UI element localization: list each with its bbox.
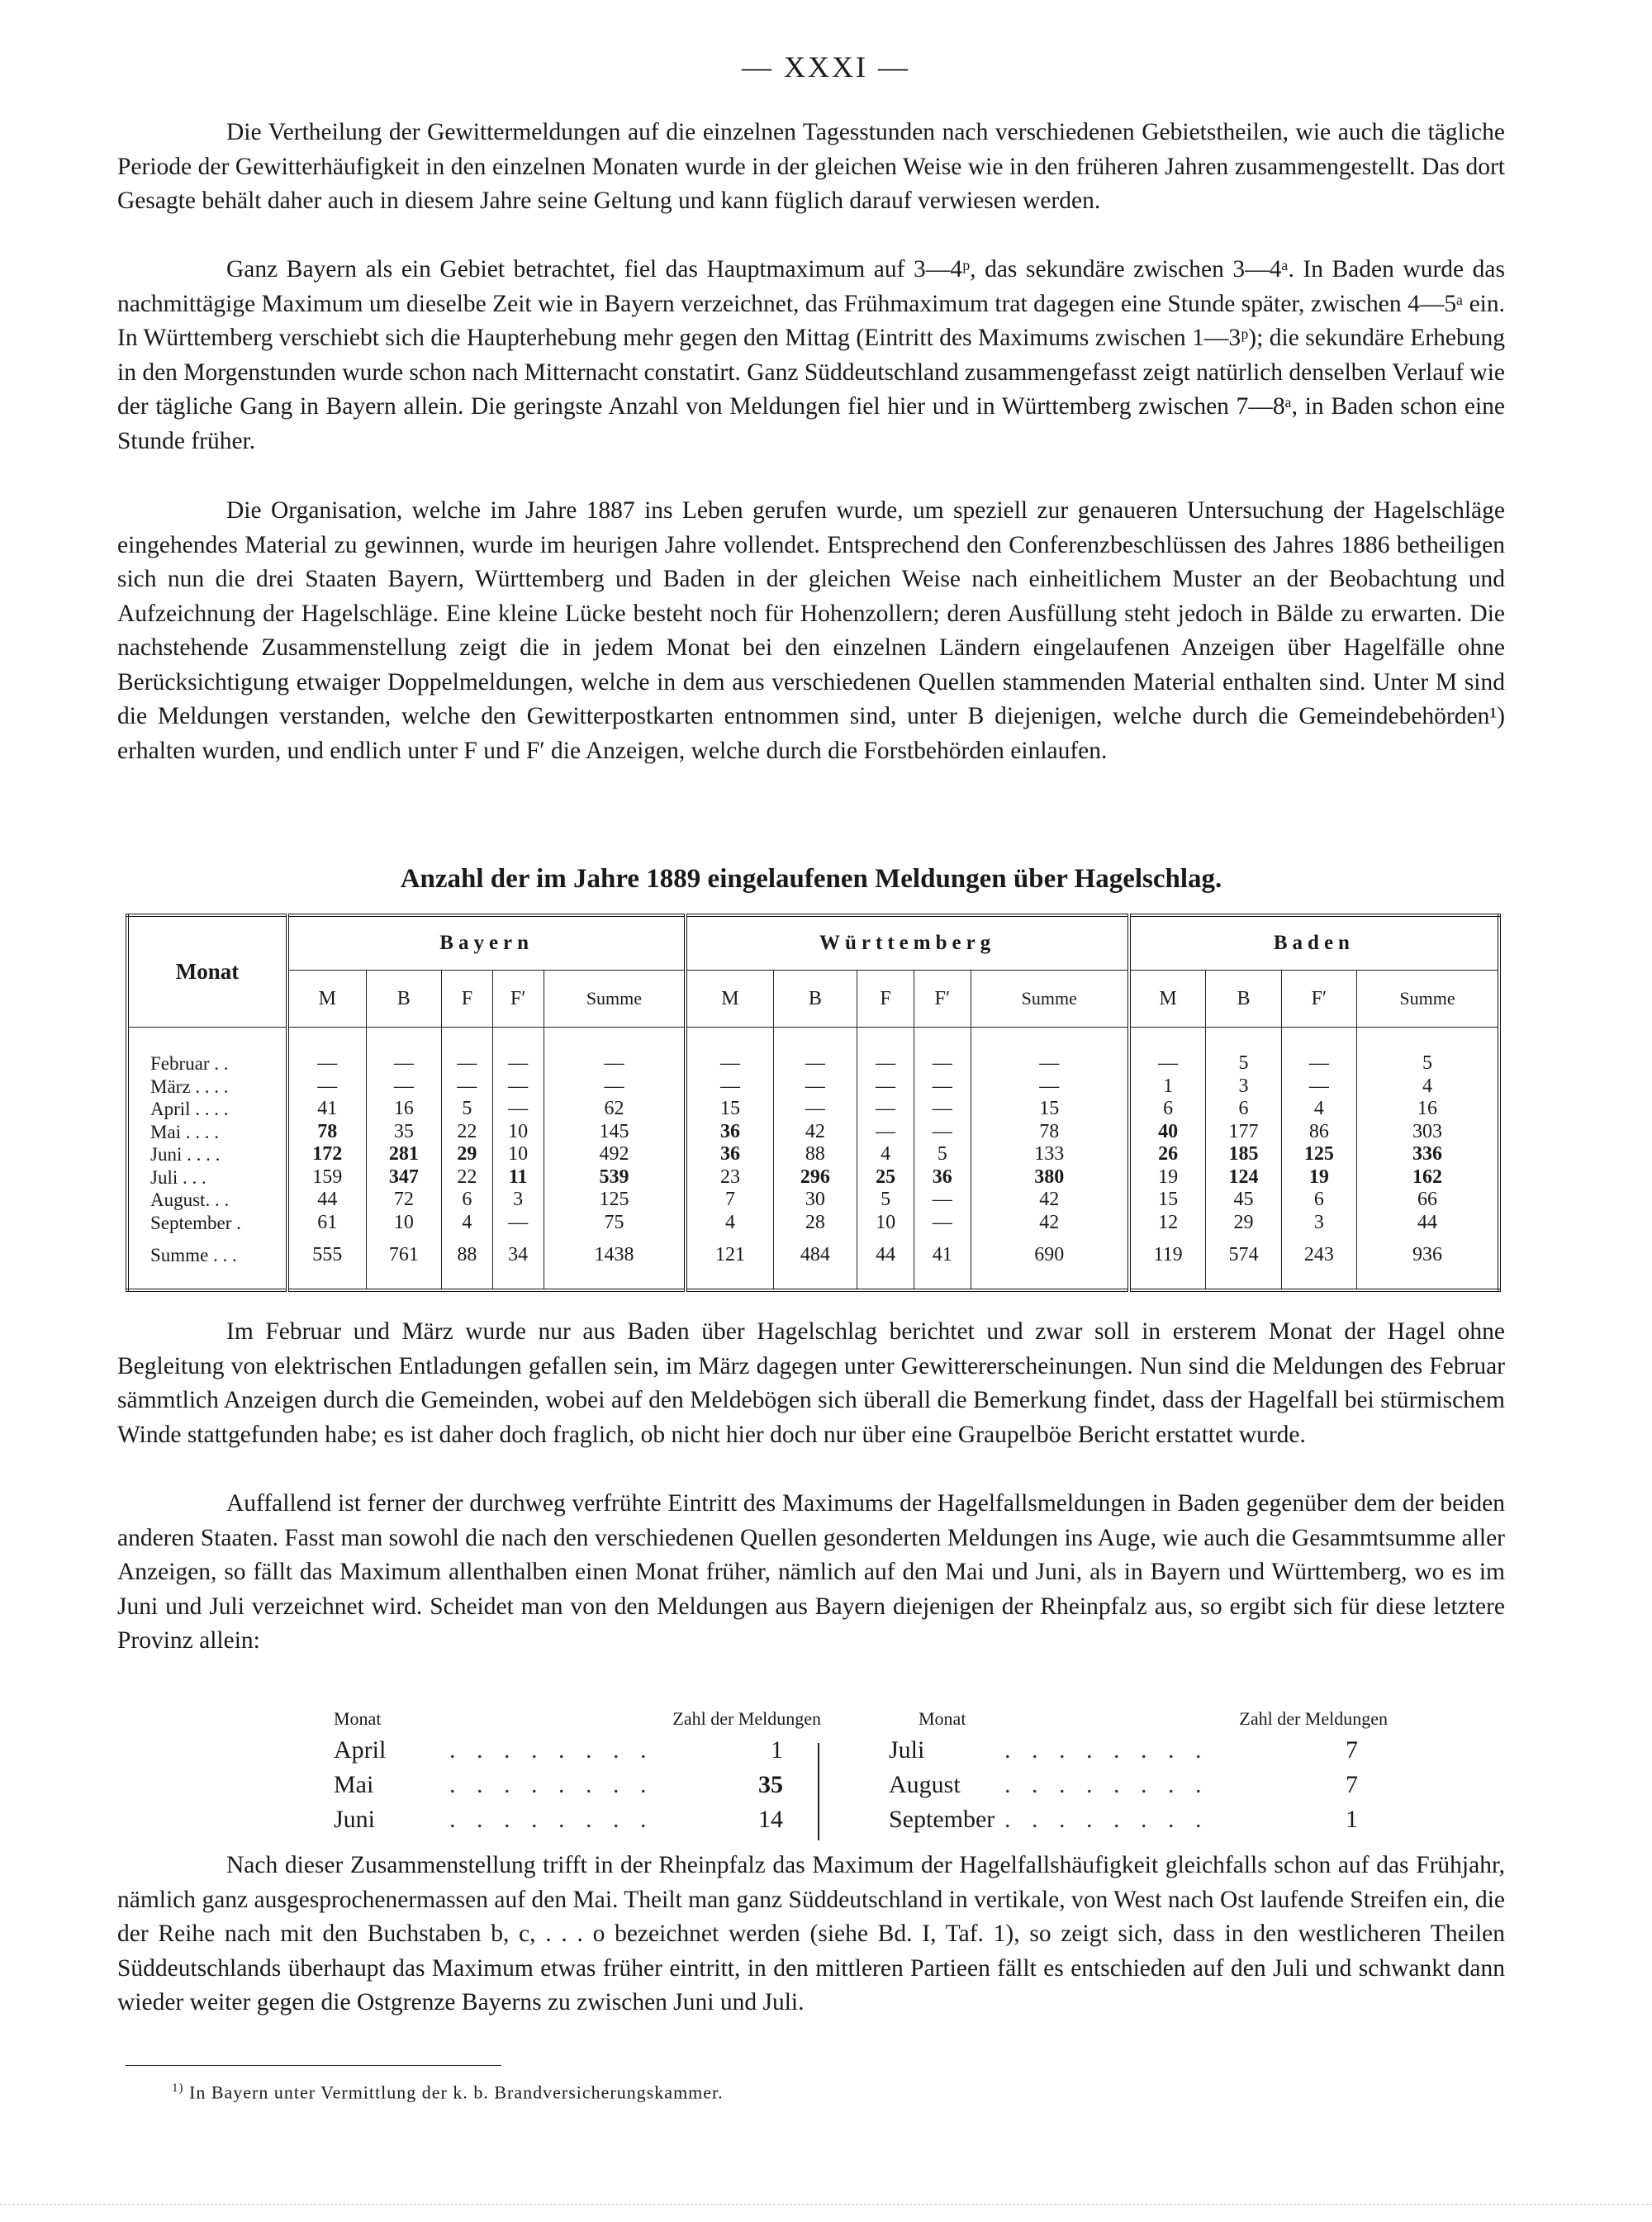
table-cell: — (442, 1052, 493, 1075)
table-cell: 15 (686, 1098, 773, 1121)
table-cell: — (1281, 1075, 1356, 1099)
table-cell: — (914, 1189, 971, 1212)
table-cell: 125 (1281, 1143, 1356, 1166)
table-cell: 75 (544, 1212, 686, 1235)
page-number: — XXXI — (742, 50, 910, 83)
table-cell: — (914, 1075, 971, 1099)
row-label: Summe . . . (127, 1234, 287, 1275)
table-cell: — (857, 1121, 914, 1144)
table-cell: — (971, 1075, 1129, 1099)
rp-month: Juli (889, 1736, 925, 1764)
table-cell: — (1281, 1052, 1356, 1075)
table-cell: 10 (492, 1121, 544, 1144)
rp-leader-dots: . . . . . . . . (1004, 1806, 1209, 1833)
footnote-rule (126, 2065, 501, 2066)
table-cell: 133 (971, 1143, 1129, 1166)
table-cell: 45 (1206, 1189, 1281, 1212)
table-cell: — (366, 1052, 441, 1075)
paragraph-2: Ganz Bayern als ein Gebiet betrachtet, fiel das Hauptmaximum auf 3—4ᵖ, das sekundäre zwischen 3—4ᵃ. In Baden wurde das nachmittägige Maximum um dieselbe Zeit wie in Bayern verzeichnet, das Frühmaximum trat dagegen eine Stunde später, zwischen 4—5ᵃ ein. In Württemberg verschiebt sich die Haupterhebung mehr gegen den Mittag (Eintritt des Maximums zwischen 1—3ᵖ); die sekundäre Erhebung in den Morgenstunden wurde schon nach Mitternacht constatirt. Ganz Süddeutschland zusammengefasst zeigt natürlich denselben Verlauf wie der tägliche Gang in Bayern allein. Die geringste Anzahl von Meldungen fiel hier und in Württemberg zwischen 7—8ᵃ, in Baden schon eine Stunde früher. (117, 256, 1505, 454)
table-cell: 34 (492, 1234, 544, 1275)
table-cell: 336 (1412, 1143, 1443, 1166)
table-cell: 124 (1206, 1166, 1281, 1189)
footnote-text: In Bayern unter Vermittlung der k. b. Brandversicherungskammer. (189, 2082, 724, 2103)
table-cell: 15 (971, 1098, 1129, 1121)
rp-leader-dots: . . . . . . . . (449, 1771, 654, 1798)
table-cell: 3 (1281, 1212, 1356, 1235)
header-wuerttemberg: Württemberg (686, 915, 1129, 971)
sub-header: F′ (492, 971, 544, 1028)
table-cell: 44 (287, 1189, 366, 1212)
table-cell: 62 (544, 1098, 686, 1121)
rp-count: 7 (1346, 1771, 1358, 1798)
table-cell: 303 (1412, 1120, 1443, 1142)
table-cell: — (914, 1098, 971, 1121)
rp-header-count: Zahl der Meldungen (1239, 1708, 1388, 1729)
table-cell: 145 (544, 1121, 686, 1144)
row-label: April . . . . (127, 1098, 287, 1121)
table-cell: 4 (442, 1212, 493, 1235)
rp-count: 7 (1346, 1736, 1358, 1764)
rp-row (334, 1736, 829, 1771)
rp-header-month: Monat (334, 1708, 382, 1729)
table-cell: 72 (366, 1189, 441, 1212)
page-bottom-edge (0, 2204, 1652, 2205)
table-row (127, 1098, 1499, 1121)
row-label: Mai . . . . (127, 1121, 287, 1144)
table-cell: 4 (686, 1212, 773, 1235)
rheinpfalz-left (334, 1708, 829, 1840)
table-cell: — (442, 1075, 493, 1099)
table-cell: 492 (544, 1143, 686, 1166)
paragraph-6: Nach dieser Zusammenstellung trifft in der Rheinpfalz das Maximum der Hagelfallshäufigkeit gleichfalls schon auf das Frühjahr, nämlich ganz ausgesprochenermassen auf den Mai. Theilt man ganz Süddeutschland in vertikale, von West nach Ost laufende Streifen ein, die der Reihe nach mit den Buchstaben b, c, . . . o bezeichnet werden (siehe Bd. I, Taf. 1), so zeigt sich, dass in den westlicheren Theilen Süddeutschlands überhaupt das Maximum etwas früher eintritt, in den mittleren Partieen fällt es entschieden auf den Juli und schwankt dann wieder weiter gegen die Ostgrenze Bayerns zu zwischen Juni und Juli. (117, 1852, 1505, 2015)
table-cell: 66 (1417, 1189, 1438, 1211)
table-cell: — (686, 1075, 773, 1099)
rp-count: 1 (771, 1736, 783, 1764)
table-cell: 16 (1417, 1098, 1438, 1120)
rp-row (334, 1771, 829, 1806)
rp-count: 14 (758, 1806, 783, 1833)
rp-leader-dots: . . . . . . . . (449, 1736, 654, 1764)
table-cell: — (773, 1052, 857, 1075)
table-cell: 4 (857, 1143, 914, 1166)
sub-header: M (1129, 971, 1206, 1028)
header-baden: Baden (1129, 915, 1499, 971)
table-row (127, 1189, 1499, 1212)
table-cell: — (544, 1075, 686, 1099)
rp-month: September (889, 1806, 995, 1833)
table-cell: 5 (1422, 1052, 1433, 1075)
table-cell: 30 (773, 1189, 857, 1212)
row-label: Juni . . . . (127, 1143, 287, 1166)
row-label: Februar . . (127, 1052, 287, 1075)
table-cell: 347 (366, 1166, 441, 1189)
table-cell: 555 (287, 1234, 366, 1275)
table-row (127, 1143, 1499, 1166)
sub-header: Summe (1357, 971, 1499, 1028)
table-cell: 119 (1129, 1234, 1206, 1275)
table-cell: — (287, 1052, 366, 1075)
rp-row (334, 1806, 829, 1840)
table-cell: 1438 (544, 1234, 686, 1275)
table-cell: 42 (773, 1121, 857, 1144)
table-cell: 19 (1129, 1166, 1206, 1189)
table-cell: — (914, 1212, 971, 1235)
rp-month: Juni (334, 1806, 376, 1833)
table-cell: — (857, 1075, 914, 1099)
table-cell: 88 (442, 1234, 493, 1275)
sub-header: B (773, 971, 857, 1028)
table-body (127, 1028, 1499, 1291)
rp-leader-dots: . . . . . . . . (449, 1806, 654, 1833)
table-cell: 40 (1129, 1121, 1206, 1144)
table-cell: — (544, 1052, 686, 1075)
table-cell: 41 (914, 1234, 971, 1275)
table-cell: 36 (914, 1166, 971, 1189)
paragraph-4: Im Februar und März wurde nur aus Baden über Hagelschlag berichtet und zwar soll in ersterem Monat der Hagel ohne Begleitung von elektrischen Entladungen gefallen sein, im März dagegen unter Gewittererscheinungen. Nun sind die Meldungen des Februar sämmtlich Anzeigen durch die Gemeinden, wobei auf den Meldebögen sich überall die Bemerkung findet, dass der Hagelfall bei stürmischem Winde stattgefunden habe; es ist daher doch fraglich, ob nicht hier doch nur über eine Graupelböe Bericht erstattet wurde. (117, 1318, 1505, 1448)
table-cell: 6 (1129, 1098, 1206, 1121)
table-cell: 177 (1206, 1121, 1281, 1144)
table-cell: 159 (287, 1166, 366, 1189)
table-cell: 22 (442, 1166, 493, 1189)
table-cell: — (773, 1075, 857, 1099)
footnote (172, 2082, 724, 2103)
table-row (127, 1212, 1499, 1235)
table-cell: 574 (1206, 1234, 1281, 1275)
table-cell: 6 (1281, 1189, 1356, 1212)
table-cell: 42 (971, 1189, 1129, 1212)
table-cell: — (1129, 1052, 1206, 1075)
table-cell: — (857, 1098, 914, 1121)
sub-header: M (287, 971, 366, 1028)
rp-count: 35 (758, 1771, 783, 1798)
table-cell: 5 (1206, 1052, 1281, 1075)
sub-header: F (442, 971, 493, 1028)
table-cell: 12 (1129, 1212, 1206, 1235)
sub-header: F (857, 971, 914, 1028)
table-cell: 539 (544, 1166, 686, 1189)
table-cell: 44 (1417, 1211, 1438, 1233)
table-cell: 296 (773, 1166, 857, 1189)
table-cell: 22 (442, 1121, 493, 1144)
table-cell: 19 (1281, 1166, 1356, 1189)
table-cell: 78 (287, 1121, 366, 1144)
rheinpfalz-right (889, 1708, 1401, 1840)
sub-header: Summe (971, 971, 1129, 1028)
footnote-mark: 1) (172, 2082, 184, 2095)
sub-header: Summe (544, 971, 686, 1028)
table-cell: 3 (492, 1189, 544, 1212)
table-cell: 185 (1206, 1143, 1281, 1166)
table-cell: 23 (686, 1166, 773, 1189)
table-cell: — (492, 1098, 544, 1121)
rp-month: August (889, 1771, 961, 1798)
rp-month: Mai (334, 1771, 374, 1798)
table-cell: 36 (686, 1143, 773, 1166)
table-cell: — (914, 1121, 971, 1144)
table-cell: — (857, 1052, 914, 1075)
table-cell: — (971, 1052, 1129, 1075)
rheinpfalz-divider (818, 1743, 819, 1840)
table-cell: 172 (287, 1143, 366, 1166)
paragraph-5: Auffallend ist ferner der durchweg verfrühte Eintritt des Maximums der Hagelfallsmeldungen in Baden gegenüber dem der beiden anderen Staaten. Fasst man sowohl die nach den verschiedenen Quellen gesonderten Meldungen ins Auge, wie auch die Gesammtsumme aller Anzeigen, so fällt das Maximum allenthalben einen Monat früher, nämlich auf den Mai und Juni, als in Bayern und Württemberg, wo es im Juni und Juli verzeichnet wird. Scheidet man von den Meldungen aus Bayern diejenigen der Rheinpfalz aus, so ergibt sich für diese letztere Provinz allein: (117, 1490, 1505, 1654)
header-monat: Monat (127, 915, 287, 1028)
table-cell: 36 (686, 1121, 773, 1144)
row-label: Juli . . . (127, 1166, 287, 1189)
table-cell: 41 (287, 1098, 366, 1121)
table-cell: 61 (287, 1212, 366, 1235)
paragraph-3: Die Organisation, welche im Jahre 1887 ins Leben gerufen wurde, um speziell zur genaueren Untersuchung der Hagelschläge eingehendes Material zu gewinnen, wurde im heurigen Jahre vollendet. Entsprechend den Conferenzbeschlüssen des Jahres 1886 betheiligen sich nun die drei Staaten Bayern, Württemberg und Baden in der gleichen Weise nach einheitlichem Muster an der Beobachtung und Aufzeichnung der Hagelschläge. Eine kleine Lücke besteht noch für Hohenzollern; deren Ausfüllung steht jedoch in Bälde zu erwarten. Die nachstehende Zusammenstellung zeigt die in jedem Monat bei den einzelnen Ländern eingelaufenen Anzeigen über Hagelfälle ohne Berücksichtigung etwaiger Doppelmeldungen, welche in dem aus verschiedenen Quellen stammenden Material enthalten sind. Unter M sind die Meldungen verstanden, welche den Gewitterpostkarten entnommen sind, unter B diejenigen, welche durch die Gemeindebehörden¹) erhalten wurden, und endlich unter F und F′ die Anzeigen, welche durch die Forstbehörden einlaufen. (117, 497, 1505, 764)
table-cell: — (492, 1052, 544, 1075)
table-cell: 6 (1206, 1098, 1281, 1121)
table-cell: — (492, 1212, 544, 1235)
rp-month: April (334, 1736, 387, 1764)
table-cell: 44 (857, 1234, 914, 1275)
rp-leader-dots: . . . . . . . . (1004, 1771, 1209, 1798)
table-cell: 88 (773, 1143, 857, 1166)
table-cell: 25 (857, 1166, 914, 1189)
table-cell: 125 (544, 1189, 686, 1212)
table-cell: 29 (442, 1143, 493, 1166)
hail-table (126, 914, 1501, 1292)
table-cell: 15 (1129, 1189, 1206, 1212)
sub-header: B (366, 971, 441, 1028)
table-cell: 28 (773, 1212, 857, 1235)
table-row (127, 1121, 1499, 1144)
table-cell: 7 (686, 1189, 773, 1212)
table-cell: 690 (971, 1234, 1129, 1275)
table-cell: 10 (366, 1212, 441, 1235)
row-label: März . . . . (127, 1075, 287, 1099)
rp-header-count: Zahl der Meldungen (672, 1708, 821, 1729)
table-cell: — (773, 1098, 857, 1121)
table-cell: 121 (686, 1234, 773, 1275)
table-row (127, 1052, 1499, 1075)
table-cell: 10 (492, 1143, 544, 1166)
table-title: Anzahl der im Jahre 1889 eingelaufenen Meldungen über Hagelschlag. (400, 864, 1222, 894)
paragraph-1: Die Vertheilung der Gewittermeldungen auf die einzelnen Tagesstunden nach verschiedenen Gebietstheilen, wie auch die tägliche Periode der Gewitterhäufigkeit in den einzelnen Monaten wurde in der gleichen Weise wie in den früheren Jahren zusammengestellt. Das dort Gesagte behält daher auch in diesem Jahre seine Geltung und kann füglich darauf verwiesen werden. (117, 119, 1505, 214)
rp-leader-dots: . . . . . . . . (1004, 1736, 1209, 1764)
table-cell: 5 (857, 1189, 914, 1212)
table-cell: — (366, 1075, 441, 1099)
table-cell: 761 (366, 1234, 441, 1275)
table-cell: — (914, 1052, 971, 1075)
table-total-row (127, 1234, 1499, 1275)
table-cell: — (686, 1052, 773, 1075)
table-cell: 162 (1412, 1166, 1443, 1188)
row-label: September . (127, 1212, 287, 1235)
row-label: August. . . (127, 1189, 287, 1212)
header-bayern: Bayern (287, 915, 686, 971)
table-cell: 86 (1281, 1121, 1356, 1144)
rp-count: 1 (1346, 1806, 1358, 1833)
table-cell: 281 (366, 1143, 441, 1166)
table-cell: 5 (914, 1143, 971, 1166)
table-cell: 11 (492, 1166, 544, 1189)
table-row (127, 1075, 1499, 1099)
table-cell: — (287, 1075, 366, 1099)
table-cell: 5 (442, 1098, 493, 1121)
sub-header: B (1206, 971, 1281, 1028)
table-cell: — (492, 1075, 544, 1099)
sub-header: F′ (914, 971, 971, 1028)
table-cell: 10 (857, 1212, 914, 1235)
table-cell: 16 (366, 1098, 441, 1121)
rp-row (889, 1806, 1401, 1840)
table-cell: 35 (366, 1121, 441, 1144)
table-cell: 26 (1129, 1143, 1206, 1166)
sub-header: M (686, 971, 773, 1028)
rp-row (889, 1736, 1401, 1771)
rp-row (889, 1771, 1401, 1806)
table-cell: 1 (1129, 1075, 1206, 1099)
sub-header: F′ (1281, 971, 1356, 1028)
table-cell: 243 (1281, 1234, 1356, 1275)
table-cell: 29 (1206, 1212, 1281, 1235)
table-row (127, 1166, 1499, 1189)
table-cell: 42 (971, 1212, 1129, 1235)
table-cell: 6 (442, 1189, 493, 1212)
table-cell: 78 (971, 1121, 1129, 1144)
rp-header-month: Monat (919, 1708, 966, 1729)
table-cell: 380 (971, 1166, 1129, 1189)
table-cell: 4 (1281, 1098, 1356, 1121)
table-cell: 4 (1422, 1075, 1433, 1097)
table-cell: 3 (1206, 1075, 1281, 1099)
table-cell: 484 (773, 1234, 857, 1275)
table-cell: 936 (1412, 1243, 1443, 1265)
